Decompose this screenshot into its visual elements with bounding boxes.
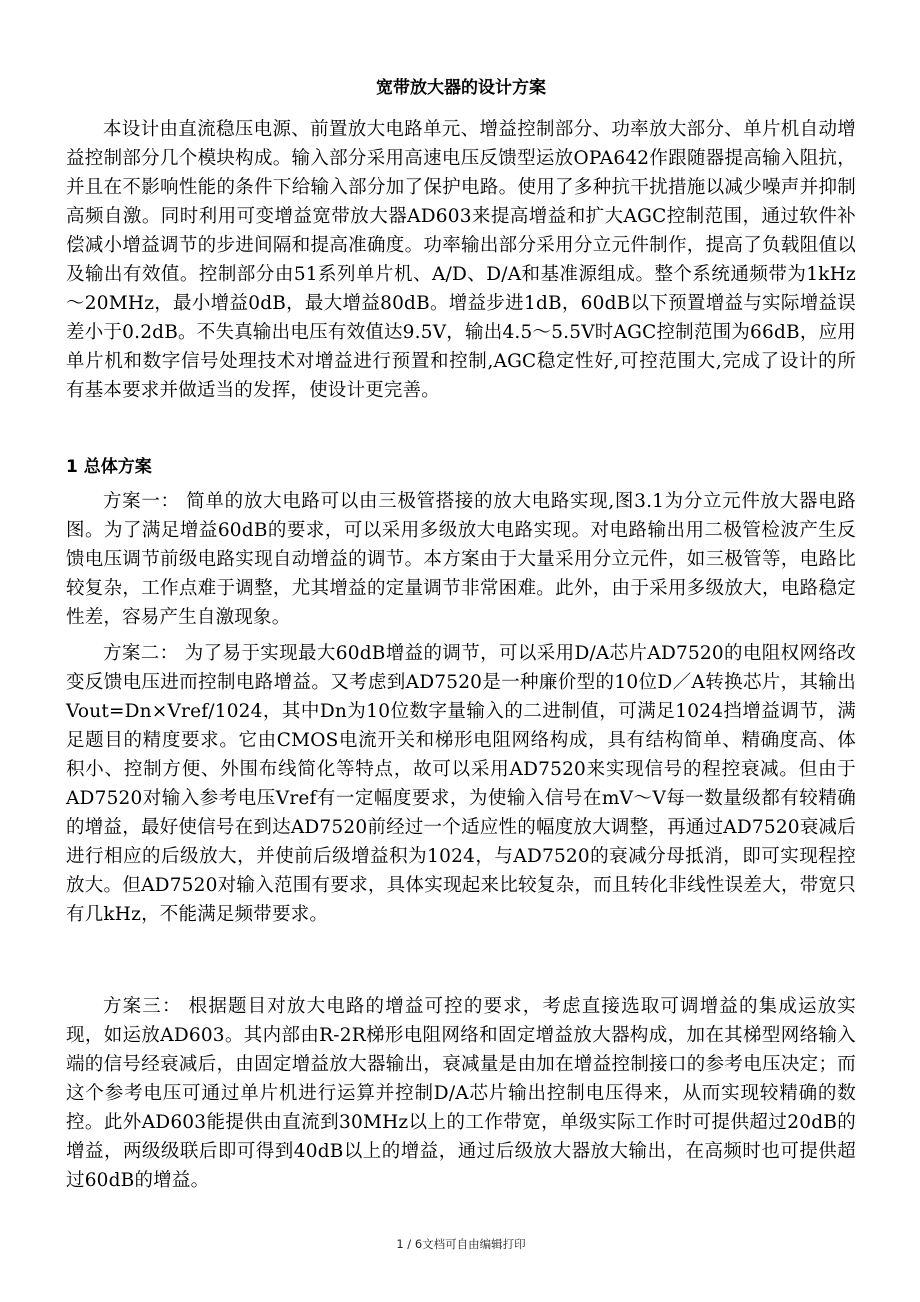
scheme-three-paragraph: 方案三： 根据题目对放大电路的增益可控的要求，考虑直接选取可调增益的集成运放实现，如运放AD603。其内部由R-2R梯形电阻网络和固定增益放大器构成，加在其梯型网络输入端的信号经衰减后，由固定增益放大器输出，衰减量是由加在增益控制接口的参考电压决定；而这个参考电压可通过单片机进行运算并控制D/A芯片输出控制电压得来，从而实现较精确的数控。此外AD603能提供由直流到30MHz以上的工作带宽，单级实际工作时可提供超过20dB的增益，两级级联后即可得到40dB以上的增益，通过后级放大器放大输出，在高频时也可提供超过60dB的增益。	[66, 996, 856, 1191]
section-heading-overall-scheme: 1 总体方案	[66, 457, 152, 477]
page-footer: 1 / 6文档可自由编辑打印	[396, 1237, 526, 1251]
intro-paragraph: 本设计由直流稳压电源、前置放大电路单元、增益控制部分、功率放大部分、单片机自动增益控制部分几个模块构成。输入部分采用高速电压反馈型运放OPA642作跟随器提高输入阻抗，并且在不影响性能的条件下给输入部分加了保护电路。使用了多种抗干扰措施以减少噪声并抑制高频自激。同时利用可变增益宽带放大器AD603来提高增益和扩大AGC控制范围，通过软件补偿减小增益调节的步进间隔和提高准确度。功率输出部分采用分立元件制作，提高了负载阻值以及输出有效值。控制部分由51系列单片机、A/D、D/A和基准源组成。整个系统通频带为1kHz～20MHz，最小增益0dB，最大增益80dB。增益步进1dB，60dB以下预置增益与实际增益误差小于0.2dB。不失真输出电压有效值达9.5V，输出4.5～5.5V时AGC控制范围为66dB，应用单片机和数字信号处理技术对增益进行预置和控制,AGC稳定性好,可控范围大,完成了设计的所有基本要求并做适当的发挥，使设计更完善。	[66, 119, 856, 401]
document-title: 宽带放大器的设计方案	[376, 78, 546, 98]
scheme-one-paragraph: 方案一： 简单的放大电路可以由三极管搭接的放大电路实现,图3.1为分立元件放大器电路图。为了满足增益60dB的要求，可以采用多级放大电路实现。对电路输出用二极管检波产生反馈电压调节前级电路实现自动增益的调节。本方案由于大量采用分立元件，如三极管等，电路比较复杂，工作点难于调整，尤其增益的定量调节非常困难。此外，由于采用多级放大，电路稳定性差，容易产生自激现象。	[66, 491, 856, 628]
scheme-two-paragraph: 方案二： 为了易于实现最大60dB增益的调节，可以采用D/A芯片AD7520的电阻权网络改变反馈电压进而控制电路增益。又考虑到AD7520是一种廉价型的10位D／A转换芯片，其输出Vout=Dn×Vref/1024，其中Dn为10位数字量输入的二进制值，可满足1024挡增益调节，满足题目的精度要求。它由CMOS电流开关和梯形电阻网络构成，具有结构简单、精确度高、体积小、控制方便、外围布线简化等特点，故可以采用AD7520来实现信号的程控衰减。但由于AD7520对输入参考电压Vref有一定幅度要求，为使输入信号在mV～V每一数量级都有较精确的增益，最好使信号在到达AD7520前经过一个适应性的幅度放大调整，再通过AD7520衰减后进行相应的后级放大，并使前后级增益积为1024，与AD7520的衰减分母抵消，即可实现程控放大。但AD7520对输入范围有要求，具体实现起来比较复杂，而且转化非线性误差大，带宽只有几kHz，不能满足频带要求。	[66, 643, 856, 925]
document-page	[66, 0, 856, 1302]
